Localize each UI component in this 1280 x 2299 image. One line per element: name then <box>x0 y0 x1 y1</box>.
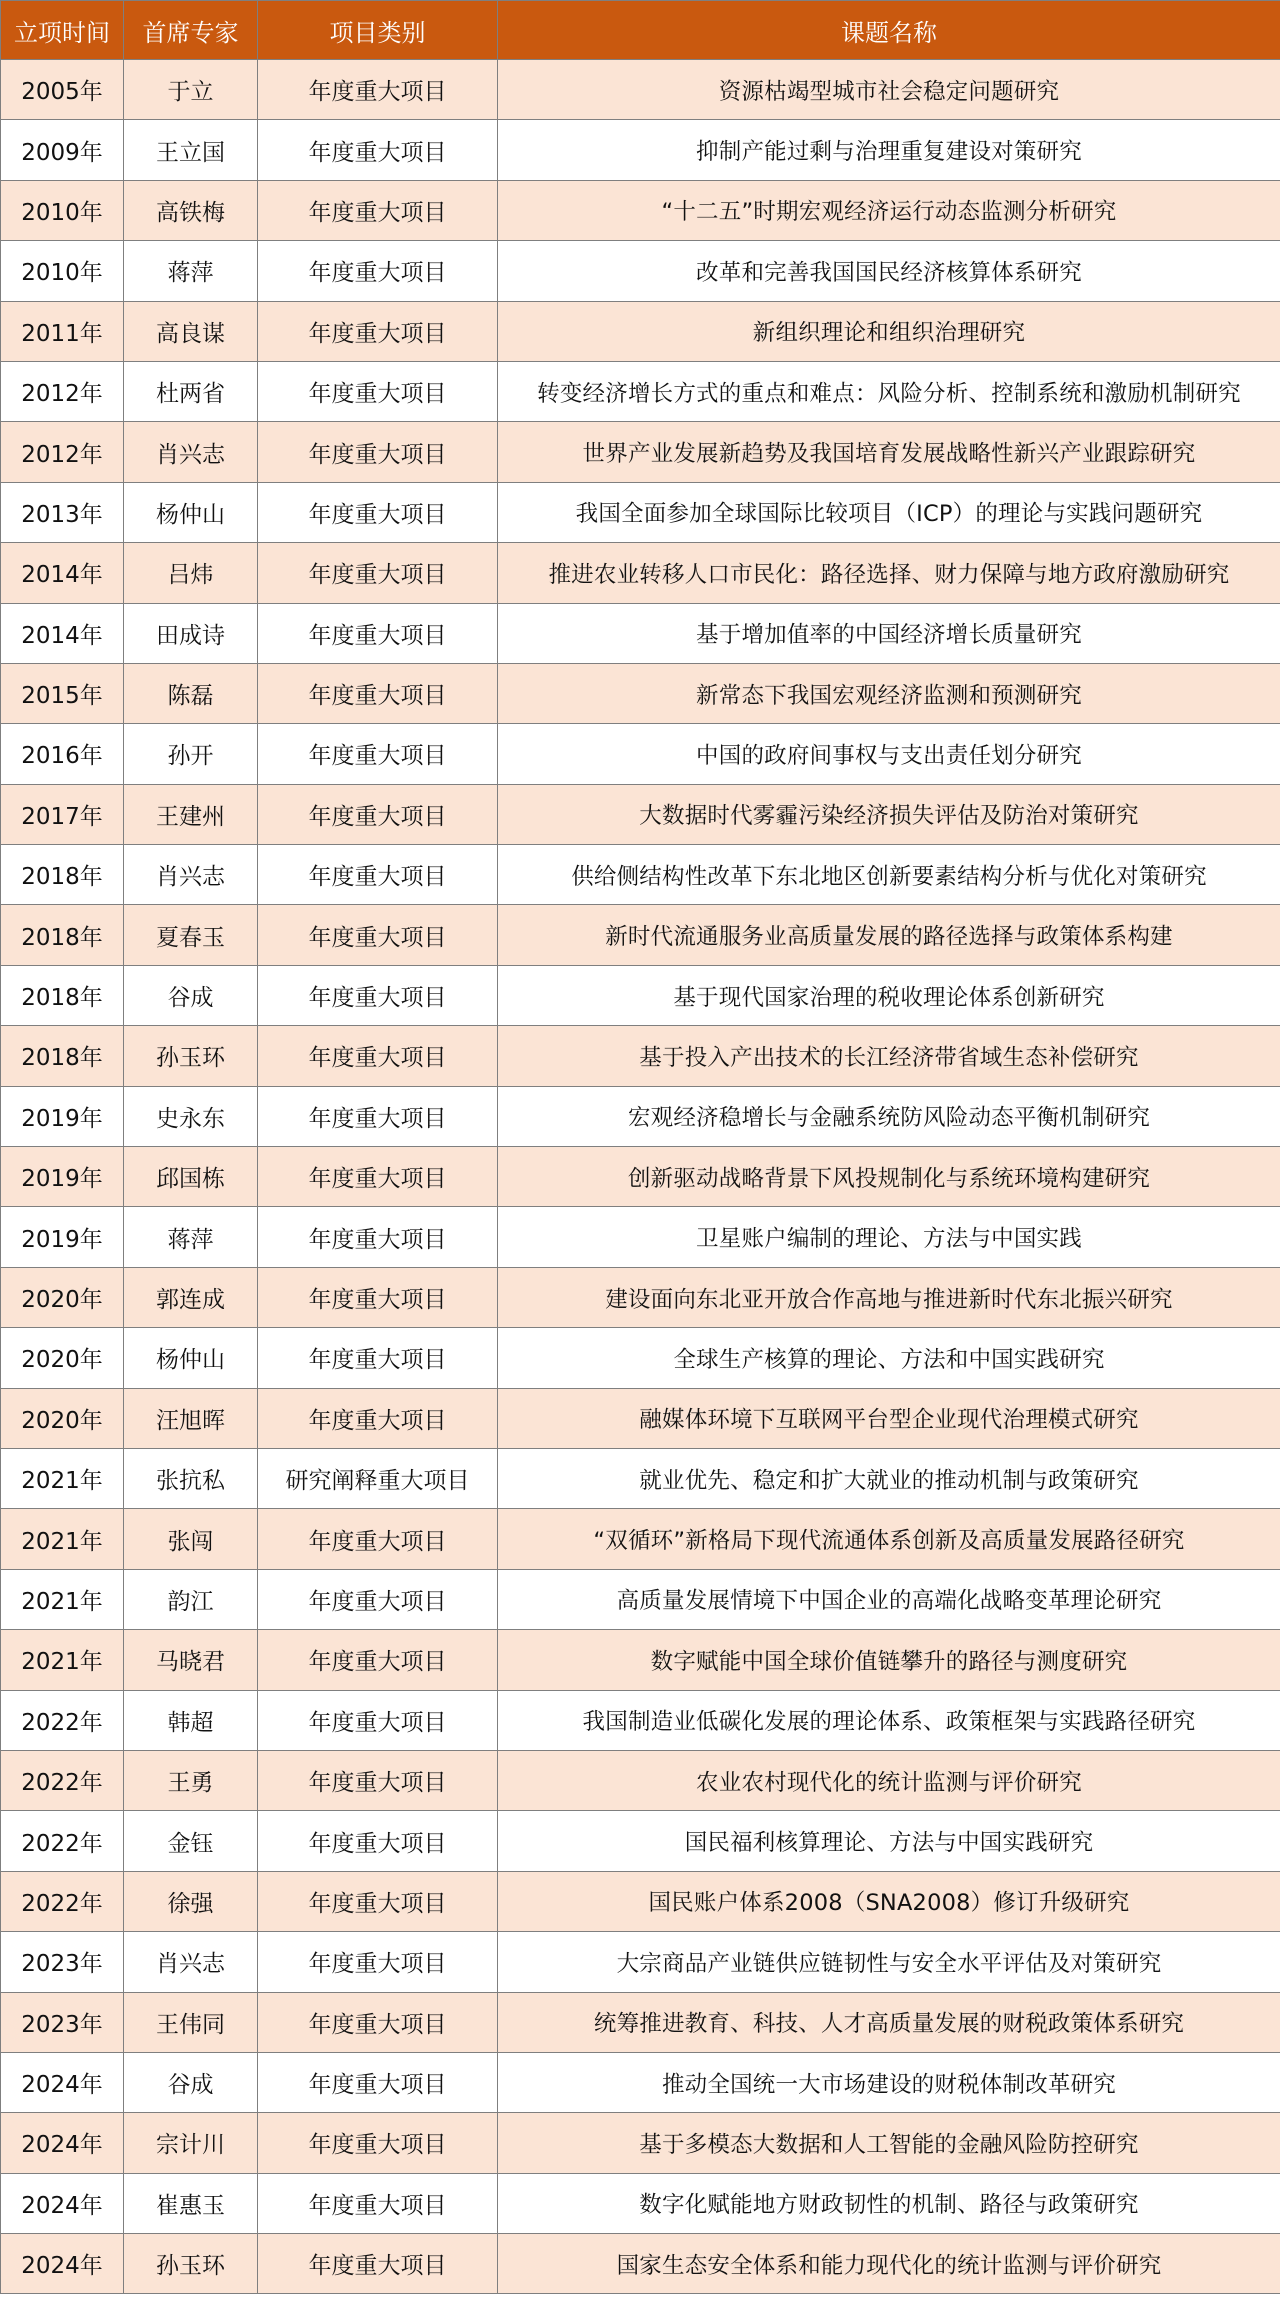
cell-topic: 宏观经济稳增长与金融系统防风险动态平衡机制研究 <box>498 1086 1280 1146</box>
cell-category: 年度重大项目 <box>258 60 498 120</box>
table-row <box>1 1871 1280 1931</box>
cell-topic: 高质量发展情境下中国企业的高端化战略变革理论研究 <box>498 1569 1280 1629</box>
cell-expert: 马晓君 <box>124 1630 258 1690</box>
cell-topic: “双循环”新格局下现代流通体系创新及高质量发展路径研究 <box>498 1509 1280 1569</box>
cell-date: 2022年 <box>1 1811 124 1871</box>
cell-date: 2017年 <box>1 784 124 844</box>
cell-topic: 数字化赋能地方财政韧性的机制、路径与政策研究 <box>498 2173 1280 2233</box>
cell-topic: 改革和完善我国国民经济核算体系研究 <box>498 241 1280 301</box>
cell-date: 2021年 <box>1 1509 124 1569</box>
cell-date: 2018年 <box>1 845 124 905</box>
cell-category: 年度重大项目 <box>258 2113 498 2173</box>
cell-expert: 张抗私 <box>124 1448 258 1508</box>
cell-date: 2022年 <box>1 1690 124 1750</box>
table-row <box>1 1932 1280 1992</box>
cell-date: 2022年 <box>1 1871 124 1931</box>
cell-date: 2020年 <box>1 1267 124 1327</box>
cell-topic: 大数据时代雾霾污染经济损失评估及防治对策研究 <box>498 784 1280 844</box>
cell-category: 年度重大项目 <box>258 1388 498 1448</box>
cell-category: 年度重大项目 <box>258 361 498 421</box>
cell-expert: 汪旭晖 <box>124 1388 258 1448</box>
cell-topic: 推进农业转移人口市民化：路径选择、财力保障与地方政府激励研究 <box>498 543 1280 603</box>
cell-topic: 全球生产核算的理论、方法和中国实践研究 <box>498 1328 1280 1388</box>
cell-expert: 王勇 <box>124 1750 258 1810</box>
table-row <box>1 845 1280 905</box>
cell-topic: 创新驱动战略背景下风投规制化与系统环境构建研究 <box>498 1147 1280 1207</box>
cell-category: 年度重大项目 <box>258 2173 498 2233</box>
cell-expert: 孙玉环 <box>124 2234 258 2294</box>
cell-expert: 杜两省 <box>124 361 258 421</box>
cell-date: 2018年 <box>1 1026 124 1086</box>
table-row <box>1 2234 1280 2294</box>
cell-category: 年度重大项目 <box>258 1509 498 1569</box>
cell-category: 年度重大项目 <box>258 1328 498 1388</box>
cell-date: 2020年 <box>1 1388 124 1448</box>
cell-category: 年度重大项目 <box>258 965 498 1025</box>
cell-expert: 孙开 <box>124 724 258 784</box>
cell-topic: 基于增加值率的中国经济增长质量研究 <box>498 603 1280 663</box>
table-row <box>1 965 1280 1025</box>
cell-expert: 陈磊 <box>124 663 258 723</box>
table-row <box>1 60 1280 120</box>
table-row <box>1 1086 1280 1146</box>
table-row <box>1 1811 1280 1871</box>
table-row <box>1 724 1280 784</box>
cell-category: 年度重大项目 <box>258 2234 498 2294</box>
header-category: 项目类别 <box>258 1 498 60</box>
table-row <box>1 301 1280 361</box>
cell-date: 2024年 <box>1 2234 124 2294</box>
cell-date: 2010年 <box>1 241 124 301</box>
cell-expert: 邱国栋 <box>124 1147 258 1207</box>
cell-category: 年度重大项目 <box>258 1992 498 2052</box>
cell-topic: 大宗商品产业链供应链韧性与安全水平评估及对策研究 <box>498 1932 1280 1992</box>
cell-category: 年度重大项目 <box>258 1630 498 1690</box>
cell-expert: 于立 <box>124 60 258 120</box>
cell-date: 2019年 <box>1 1147 124 1207</box>
cell-date: 2021年 <box>1 1569 124 1629</box>
cell-category: 年度重大项目 <box>258 543 498 603</box>
cell-date: 2012年 <box>1 361 124 421</box>
cell-expert: 高铁梅 <box>124 180 258 240</box>
cell-date: 2011年 <box>1 301 124 361</box>
cell-expert: 韩超 <box>124 1690 258 1750</box>
table-row <box>1 180 1280 240</box>
cell-topic: 基于投入产出技术的长江经济带省域生态补偿研究 <box>498 1026 1280 1086</box>
table-row <box>1 1992 1280 2052</box>
cell-category: 年度重大项目 <box>258 301 498 361</box>
cell-date: 2014年 <box>1 543 124 603</box>
cell-topic: 我国制造业低碳化发展的理论体系、政策框架与实践路径研究 <box>498 1690 1280 1750</box>
cell-expert: 吕炜 <box>124 543 258 603</box>
cell-category: 年度重大项目 <box>258 1086 498 1146</box>
cell-expert: 徐强 <box>124 1871 258 1931</box>
table-row <box>1 905 1280 965</box>
cell-topic: 农业农村现代化的统计监测与评价研究 <box>498 1750 1280 1810</box>
cell-category: 年度重大项目 <box>258 422 498 482</box>
header-row <box>1 1 1280 60</box>
cell-category: 年度重大项目 <box>258 120 498 180</box>
cell-topic: 基于多模态大数据和人工智能的金融风险防控研究 <box>498 2113 1280 2173</box>
cell-category: 年度重大项目 <box>258 845 498 905</box>
cell-date: 2015年 <box>1 663 124 723</box>
cell-category: 年度重大项目 <box>258 1147 498 1207</box>
cell-topic: 抑制产能过剩与治理重复建设对策研究 <box>498 120 1280 180</box>
cell-expert: 谷成 <box>124 2052 258 2112</box>
cell-category: 年度重大项目 <box>258 1871 498 1931</box>
cell-expert: 王建州 <box>124 784 258 844</box>
cell-topic: 新常态下我国宏观经济监测和预测研究 <box>498 663 1280 723</box>
cell-expert: 田成诗 <box>124 603 258 663</box>
table-row <box>1 784 1280 844</box>
cell-topic: 我国全面参加全球国际比较项目（ICP）的理论与实践问题研究 <box>498 482 1280 542</box>
cell-date: 2012年 <box>1 422 124 482</box>
cell-category: 年度重大项目 <box>258 241 498 301</box>
cell-topic: 国民福利核算理论、方法与中国实践研究 <box>498 1811 1280 1871</box>
cell-topic: 建设面向东北亚开放合作高地与推进新时代东北振兴研究 <box>498 1267 1280 1327</box>
cell-category: 年度重大项目 <box>258 1569 498 1629</box>
cell-topic: 基于现代国家治理的税收理论体系创新研究 <box>498 965 1280 1025</box>
header-expert: 首席专家 <box>124 1 258 60</box>
cell-date: 2005年 <box>1 60 124 120</box>
cell-date: 2023年 <box>1 1932 124 1992</box>
cell-expert: 韵江 <box>124 1569 258 1629</box>
table-row <box>1 1147 1280 1207</box>
cell-category: 年度重大项目 <box>258 784 498 844</box>
cell-topic: 国家生态安全体系和能力现代化的统计监测与评价研究 <box>498 2234 1280 2294</box>
cell-topic: 卫星账户编制的理论、方法与中国实践 <box>498 1207 1280 1267</box>
cell-expert: 王伟同 <box>124 1992 258 2052</box>
cell-category: 年度重大项目 <box>258 180 498 240</box>
cell-category: 年度重大项目 <box>258 663 498 723</box>
cell-date: 2021年 <box>1 1630 124 1690</box>
cell-expert: 史永东 <box>124 1086 258 1146</box>
cell-date: 2024年 <box>1 2113 124 2173</box>
cell-expert: 王立国 <box>124 120 258 180</box>
table-row <box>1 2173 1280 2233</box>
table-row <box>1 1690 1280 1750</box>
cell-expert: 张闯 <box>124 1509 258 1569</box>
table-row <box>1 543 1280 603</box>
cell-category: 年度重大项目 <box>258 905 498 965</box>
cell-category: 年度重大项目 <box>258 1207 498 1267</box>
cell-expert: 谷成 <box>124 965 258 1025</box>
cell-topic: 就业优先、稳定和扩大就业的推动机制与政策研究 <box>498 1448 1280 1508</box>
cell-topic: “十二五”时期宏观经济运行动态监测分析研究 <box>498 180 1280 240</box>
cell-expert: 金钰 <box>124 1811 258 1871</box>
table-row <box>1 1267 1280 1327</box>
cell-date: 2014年 <box>1 603 124 663</box>
cell-expert: 崔惠玉 <box>124 2173 258 2233</box>
cell-date: 2016年 <box>1 724 124 784</box>
table-row <box>1 1569 1280 1629</box>
table-row <box>1 361 1280 421</box>
cell-date: 2024年 <box>1 2173 124 2233</box>
cell-date: 2022年 <box>1 1750 124 1810</box>
table-row <box>1 2113 1280 2173</box>
cell-expert: 杨仲山 <box>124 1328 258 1388</box>
cell-category: 年度重大项目 <box>258 1750 498 1810</box>
table-row <box>1 603 1280 663</box>
cell-date: 2020年 <box>1 1328 124 1388</box>
table-row <box>1 1026 1280 1086</box>
cell-topic: 中国的政府间事权与支出责任划分研究 <box>498 724 1280 784</box>
cell-date: 2018年 <box>1 905 124 965</box>
table-row <box>1 663 1280 723</box>
table-row <box>1 1207 1280 1267</box>
cell-expert: 肖兴志 <box>124 422 258 482</box>
table-row <box>1 422 1280 482</box>
table-row <box>1 120 1280 180</box>
cell-topic: 转变经济增长方式的重点和难点：风险分析、控制系统和激励机制研究 <box>498 361 1280 421</box>
cell-category: 年度重大项目 <box>258 603 498 663</box>
table-row <box>1 1509 1280 1569</box>
cell-date: 2024年 <box>1 2052 124 2112</box>
cell-date: 2021年 <box>1 1448 124 1508</box>
cell-category: 年度重大项目 <box>258 482 498 542</box>
header-date: 立项时间 <box>1 1 124 60</box>
cell-topic: 供给侧结构性改革下东北地区创新要素结构分析与优化对策研究 <box>498 845 1280 905</box>
cell-date: 2019年 <box>1 1086 124 1146</box>
cell-date: 2009年 <box>1 120 124 180</box>
cell-date: 2018年 <box>1 965 124 1025</box>
table-row <box>1 2052 1280 2112</box>
cell-expert: 肖兴志 <box>124 1932 258 1992</box>
table-row <box>1 1630 1280 1690</box>
cell-date: 2013年 <box>1 482 124 542</box>
cell-expert: 高良谋 <box>124 301 258 361</box>
cell-topic: 国民账户体系2008（SNA2008）修订升级研究 <box>498 1871 1280 1931</box>
cell-topic: 资源枯竭型城市社会稳定问题研究 <box>498 60 1280 120</box>
cell-expert: 蒋萍 <box>124 241 258 301</box>
table-row <box>1 1750 1280 1810</box>
table-row <box>1 482 1280 542</box>
cell-date: 2010年 <box>1 180 124 240</box>
header-topic: 课题名称 <box>498 1 1280 60</box>
cell-expert: 蒋萍 <box>124 1207 258 1267</box>
cell-category: 年度重大项目 <box>258 724 498 784</box>
cell-expert: 夏春玉 <box>124 905 258 965</box>
cell-date: 2023年 <box>1 1992 124 2052</box>
cell-category: 年度重大项目 <box>258 2052 498 2112</box>
cell-topic: 数字赋能中国全球价值链攀升的路径与测度研究 <box>498 1630 1280 1690</box>
cell-expert: 杨仲山 <box>124 482 258 542</box>
cell-topic: 统筹推进教育、科技、人才高质量发展的财税政策体系研究 <box>498 1992 1280 2052</box>
cell-topic: 融媒体环境下互联网平台型企业现代治理模式研究 <box>498 1388 1280 1448</box>
cell-category: 年度重大项目 <box>258 1932 498 1992</box>
cell-category: 年度重大项目 <box>258 1811 498 1871</box>
cell-category: 年度重大项目 <box>258 1690 498 1750</box>
table-row <box>1 1448 1280 1508</box>
table-row <box>1 1388 1280 1448</box>
cell-date: 2019年 <box>1 1207 124 1267</box>
table-row <box>1 241 1280 301</box>
cell-expert: 孙玉环 <box>124 1026 258 1086</box>
cell-category: 年度重大项目 <box>258 1267 498 1327</box>
cell-expert: 肖兴志 <box>124 845 258 905</box>
cell-category: 年度重大项目 <box>258 1026 498 1086</box>
cell-expert: 郭连成 <box>124 1267 258 1327</box>
cell-topic: 世界产业发展新趋势及我国培育发展战略性新兴产业跟踪研究 <box>498 422 1280 482</box>
cell-category: 研究阐释重大项目 <box>258 1448 498 1508</box>
cell-topic: 推动全国统一大市场建设的财税体制改革研究 <box>498 2052 1280 2112</box>
cell-topic: 新时代流通服务业高质量发展的路径选择与政策体系构建 <box>498 905 1280 965</box>
table-row <box>1 1328 1280 1388</box>
cell-expert: 宗计川 <box>124 2113 258 2173</box>
cell-topic: 新组织理论和组织治理研究 <box>498 301 1280 361</box>
